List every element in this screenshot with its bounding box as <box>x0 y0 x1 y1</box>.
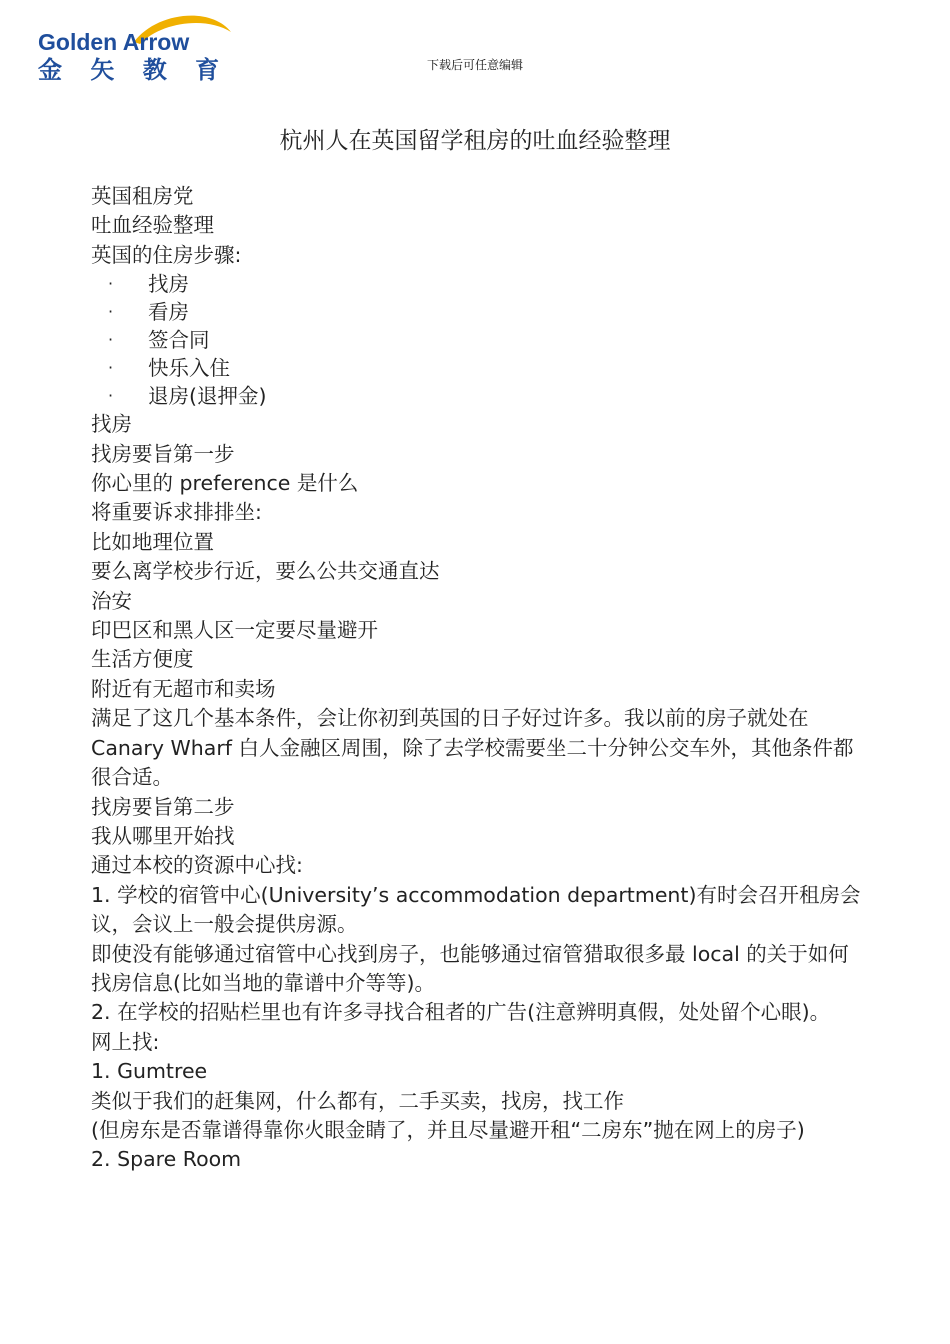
logo-graphic <box>36 6 236 86</box>
bullet-icon: · <box>108 302 114 322</box>
section-heading: 找房要旨第一步 <box>91 441 235 466</box>
logo-brand-en: Golden Arrow <box>38 29 190 55</box>
intro-line: 英国的住房步骤: <box>91 242 242 267</box>
golden-arrow-logo <box>36 6 236 86</box>
bullet-icon: · <box>108 274 114 294</box>
paragraph: 即使没有能够通过宿管中心找到房子，也能够通过宿管猎取很多最 local 的关于如何找房信息(比如当地的靠谱中介等等)。 <box>91 941 849 995</box>
paragraph: 你心里的 preference 是什么 <box>91 471 359 496</box>
paragraph: 2. Spare Room <box>91 1147 242 1172</box>
logo-brand-cn: 金 矢 教 育 <box>38 56 230 84</box>
document-body <box>91 182 861 1175</box>
paragraph: (但房东是否靠谱得靠你火眼金睛了，并且尽量避开租“二房东”抛在网上的房子) <box>91 1117 805 1142</box>
paragraph: 印巴区和黑人区一定要尽量避开 <box>91 618 378 643</box>
paragraph: 满足了这几个基本条件，会让你初到英国的日子好过许多。我以前的房子就处在 Canary Wharf 白人金融区周围，除了去学校需要坐二十分钟公交车外，其他条件都很合适。 <box>91 706 854 790</box>
header-note: 下载后可任意编辑 <box>426 58 523 72</box>
paragraph: 通过本校的资源中心找: <box>91 853 303 878</box>
paragraph: 类似于我们的赶集网，什么都有，二手买卖，找房，找工作 <box>91 1088 624 1113</box>
step-label: 找房 <box>148 272 189 297</box>
housing-steps-list <box>91 270 861 410</box>
bullet-icon: · <box>108 386 114 406</box>
list-item <box>91 298 861 326</box>
paragraph: 2. 在学校的招贴栏里也有许多寻找合租者的广告(注意辨明真假，处处留个心眼)。 <box>91 1000 831 1025</box>
step-label: 退房(退押金) <box>148 384 267 409</box>
paragraph: 我从哪里开始找 <box>91 823 235 848</box>
list-item <box>91 354 861 382</box>
section-heading: 找房 <box>91 412 132 437</box>
paragraph: 1. Gumtree <box>91 1059 208 1084</box>
paragraph: 1. 学校的宿管中心(University’s accommodation department)有时会召开租房会议，会议上一般会提供房源。 <box>91 882 861 937</box>
intro-line: 英国租房党 <box>91 184 194 208</box>
bullet-icon: · <box>108 358 114 378</box>
step-label: 快乐入住 <box>148 356 230 381</box>
list-item <box>91 382 861 410</box>
paragraph: 附近有无超市和卖场 <box>91 676 276 701</box>
paragraph: 网上找: <box>91 1029 160 1054</box>
list-item <box>91 270 861 298</box>
paragraph: 将重要诉求排排坐: <box>91 500 262 525</box>
paragraph: 生活方便度 <box>91 647 194 672</box>
list-item <box>91 326 861 354</box>
step-label: 签合同 <box>148 328 210 353</box>
paragraph: 治安 <box>91 588 132 613</box>
section-heading: 找房要旨第二步 <box>91 794 235 819</box>
paragraph: 比如地理位置 <box>91 529 214 554</box>
intro-line: 吐血经验整理 <box>91 213 214 238</box>
bullet-icon: · <box>108 330 114 350</box>
document-title: 杭州人在英国留学租房的吐血经验整理 <box>279 128 671 154</box>
step-label: 看房 <box>148 300 189 325</box>
paragraph: 要么离学校步行近，要么公共交通直达 <box>91 559 440 584</box>
